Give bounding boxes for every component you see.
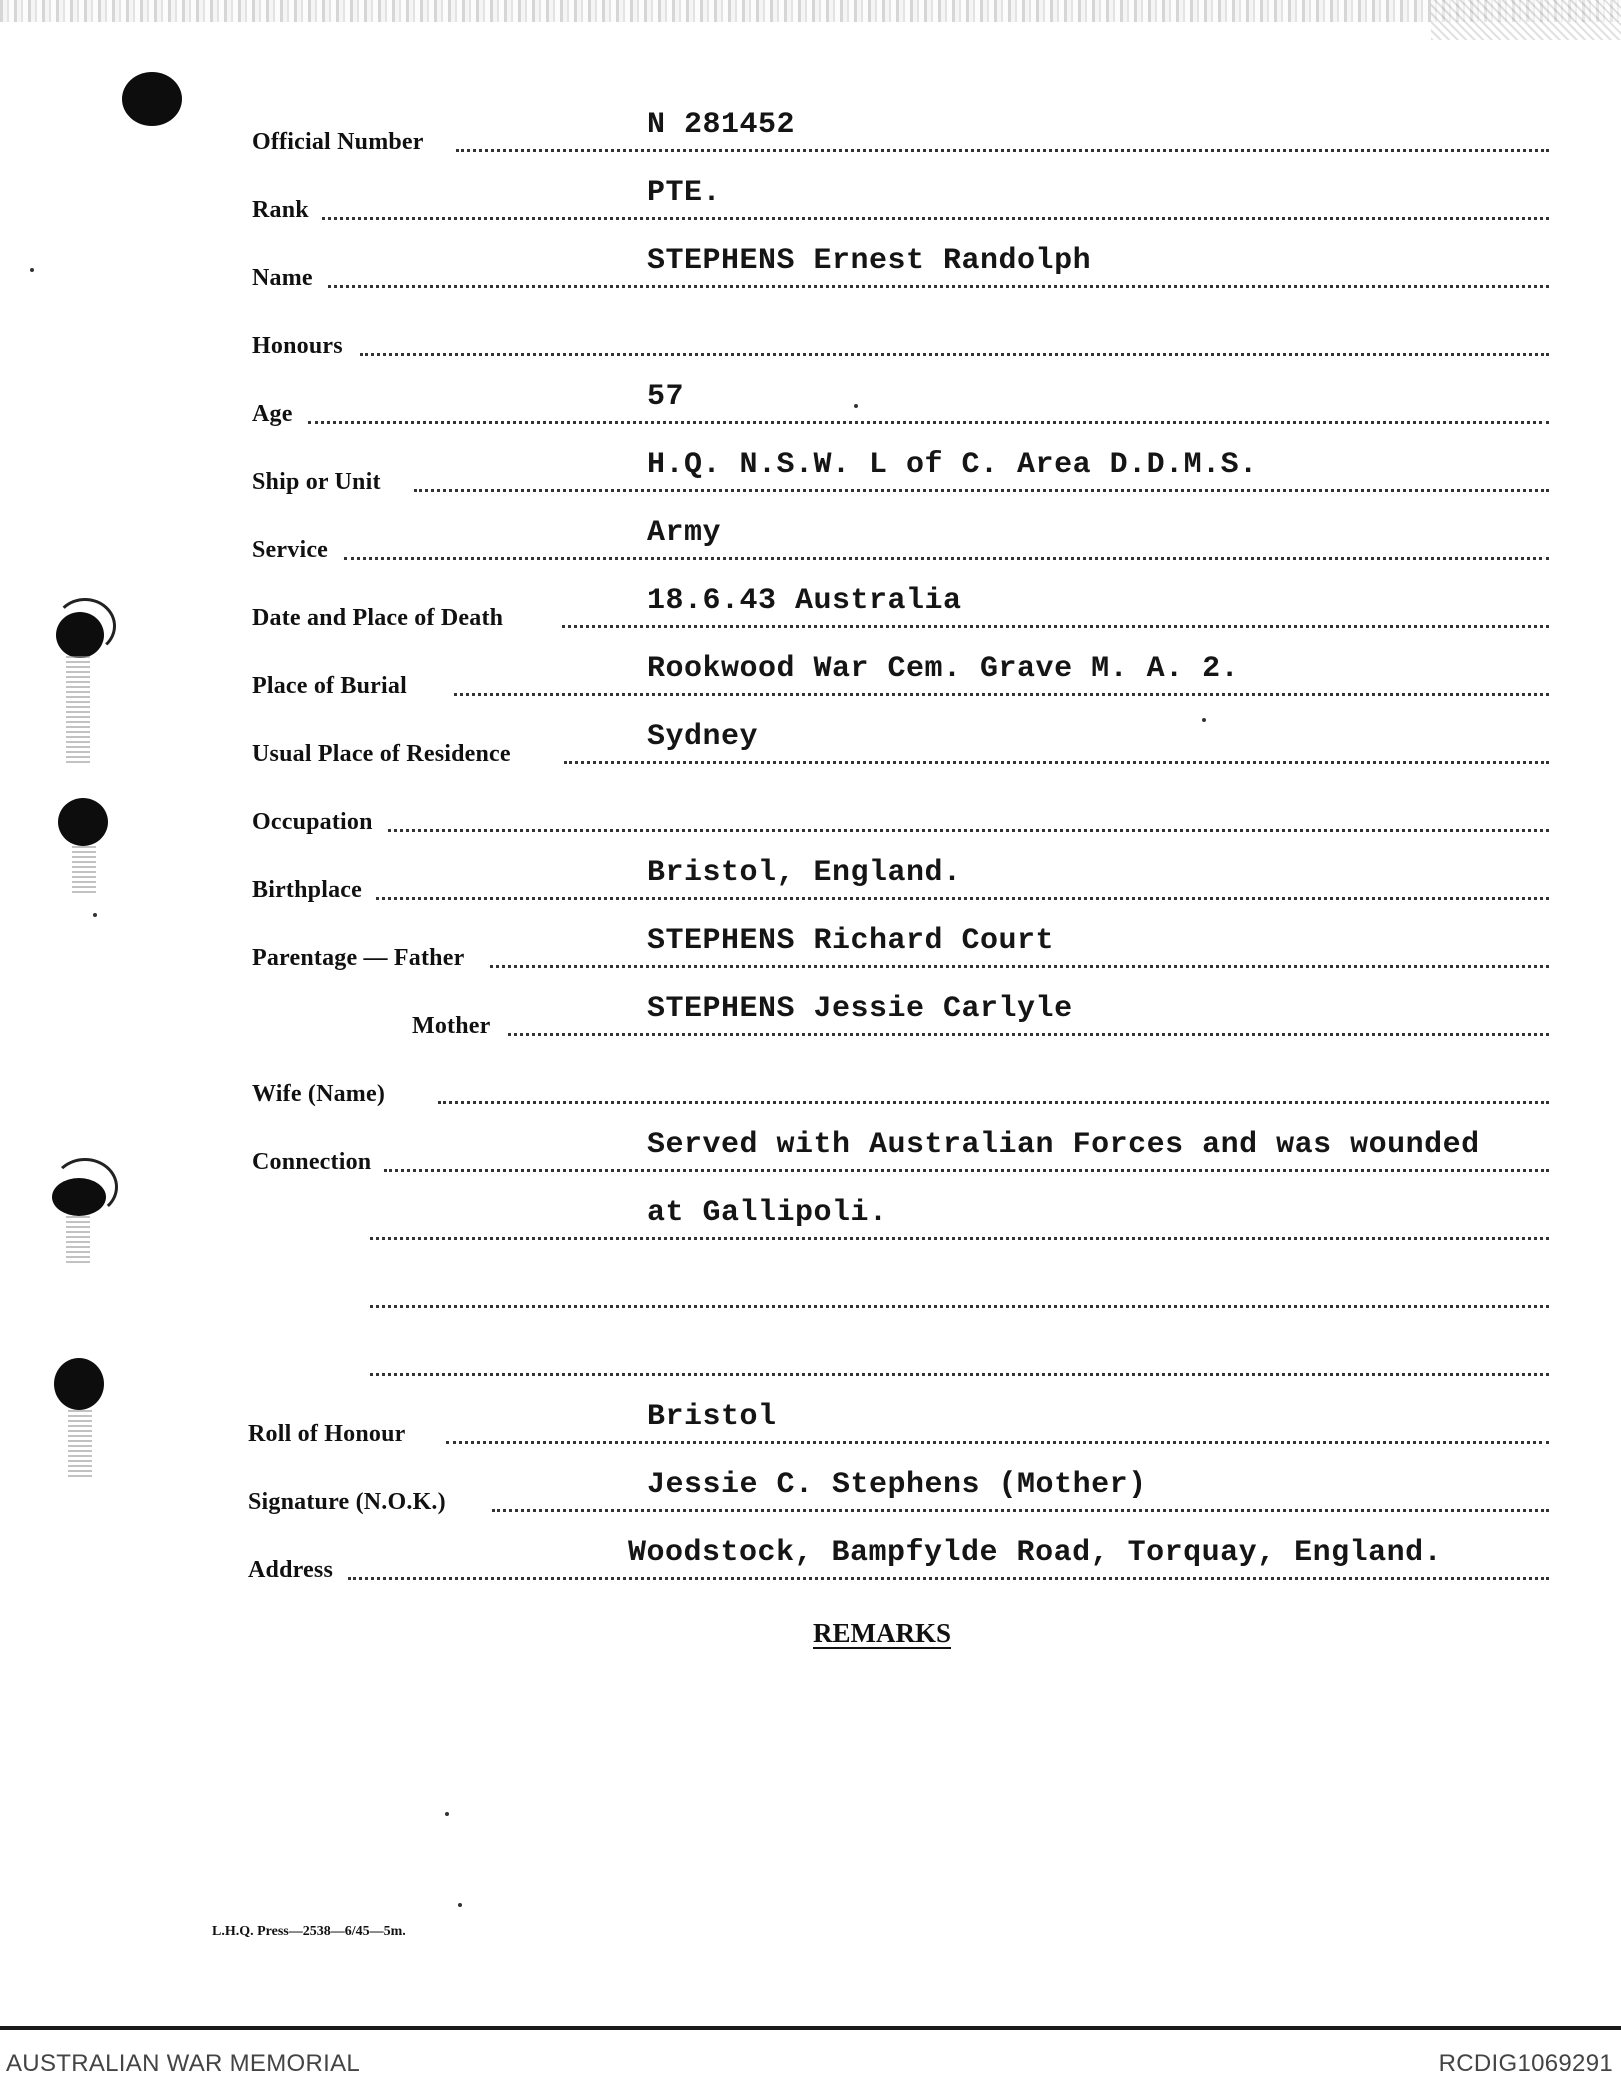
field-value: 57 [647, 380, 685, 414]
field-value: Bristol [647, 1400, 777, 1434]
dotted-leader [508, 1033, 1549, 1036]
field-label: Roll of Honour [248, 1421, 406, 1447]
dotted-leader [328, 285, 1549, 288]
field-connection-cont-3 [252, 1334, 1549, 1386]
field-label: Signature (N.O.K.) [248, 1489, 446, 1515]
field-ship-or-unit [252, 450, 1549, 502]
scan-shadow-3 [66, 1216, 90, 1266]
field-value: Sydney [647, 720, 759, 754]
field-label: Name [252, 265, 313, 291]
field-rank [252, 178, 1549, 230]
punch-hole-2 [58, 798, 108, 846]
dotted-leader [492, 1509, 1549, 1512]
field-wife [252, 1062, 1549, 1114]
dotted-leader [344, 557, 1549, 560]
field-connection [252, 1130, 1549, 1182]
footer-record-id: RCDIG1069291 [1438, 2050, 1613, 2077]
dotted-leader [370, 1373, 1549, 1376]
dotted-leader [414, 489, 1549, 492]
field-value: STEPHENS Richard Court [647, 924, 1055, 958]
field-value: at Gallipoli. [647, 1196, 888, 1230]
field-connection-cont-1 [252, 1198, 1549, 1250]
dotted-leader [456, 149, 1549, 152]
field-occupation [252, 790, 1549, 842]
speck [458, 1903, 462, 1907]
field-label: Age [252, 401, 293, 427]
dotted-leader [370, 1237, 1549, 1240]
field-value: Army [647, 516, 722, 550]
dotted-leader [360, 353, 1549, 356]
field-connection-cont-2 [252, 1266, 1549, 1318]
field-place-of-burial [252, 654, 1549, 706]
dotted-leader [348, 1577, 1549, 1580]
field-signature-nok [248, 1468, 1549, 1522]
field-label: Rank [252, 197, 309, 223]
dotted-leader [384, 1169, 1549, 1172]
field-date-place-death [252, 586, 1549, 638]
punch-hole-top [122, 72, 182, 126]
dotted-leader [446, 1441, 1549, 1444]
punch-hole-1 [56, 612, 104, 658]
field-birthplace [252, 858, 1549, 910]
field-label: Mother [412, 1013, 491, 1039]
field-label: Parentage — Father [252, 945, 465, 971]
field-value: H.Q. N.S.W. L of C. Area D.D.M.S. [647, 448, 1258, 482]
dotted-leader [490, 965, 1549, 968]
remarks-heading: REMARKS [813, 1618, 952, 1648]
scan-edge-top [0, 0, 1621, 22]
field-value: PTE. [647, 176, 722, 210]
field-label: Place of Burial [252, 673, 407, 699]
field-label: Connection [252, 1149, 372, 1175]
field-label: Address [248, 1557, 333, 1583]
field-roll-of-honour [248, 1400, 1549, 1454]
field-label: Service [252, 537, 329, 563]
dotted-leader [454, 693, 1549, 696]
dotted-leader [370, 1305, 1549, 1308]
dotted-leader [562, 625, 1549, 628]
field-usual-residence [252, 722, 1549, 774]
scan-corner-noise [1431, 0, 1621, 40]
field-label: Date and Place of Death [252, 605, 504, 631]
field-value: Woodstock, Bampfylde Road, Torquay, England. [628, 1536, 1443, 1570]
dotted-leader [438, 1101, 1549, 1104]
field-label: Ship or Unit [252, 469, 381, 495]
press-note: L.H.Q. Press—2538—6/45—5m. [212, 1924, 406, 1939]
dotted-leader [308, 421, 1549, 424]
dotted-leader [376, 897, 1549, 900]
field-value: STEPHENS Jessie Carlyle [647, 992, 1073, 1026]
speck [445, 1812, 449, 1816]
field-label: Wife (Name) [252, 1081, 386, 1107]
field-label: Usual Place of Residence [252, 741, 511, 767]
dotted-leader [564, 761, 1549, 764]
scan-shadow-2 [72, 846, 96, 896]
field-label: Birthplace [252, 877, 362, 903]
field-value: Jessie C. Stephens (Mother) [647, 1468, 1147, 1502]
punch-hole-3 [52, 1178, 106, 1216]
field-name [252, 246, 1549, 298]
field-mother [252, 994, 1549, 1046]
dotted-leader [388, 829, 1549, 832]
field-service [252, 518, 1549, 570]
field-father [252, 926, 1549, 978]
field-value: Served with Australian Forces and was wounded [647, 1128, 1480, 1162]
scan-shadow-4 [68, 1410, 92, 1478]
speck [30, 268, 34, 272]
punch-hole-4 [54, 1358, 104, 1410]
field-honours [252, 314, 1549, 366]
field-value: 18.6.43 Australia [647, 584, 962, 618]
field-value: STEPHENS Ernest Randolph [647, 244, 1092, 278]
field-label: Official Number [252, 129, 424, 155]
dotted-leader [322, 217, 1549, 220]
scan-bottom-edge [0, 2026, 1621, 2030]
footer-archive-name: AUSTRALIAN WAR MEMORIAL [6, 2050, 361, 2077]
field-value: Bristol, England. [647, 856, 962, 890]
field-label: Occupation [252, 809, 373, 835]
field-value: Rookwood War Cem. Grave M. A. 2. [647, 652, 1240, 686]
field-label: Honours [252, 333, 343, 359]
speck [93, 913, 97, 917]
scan-shadow-1 [66, 656, 90, 766]
field-official-number [252, 110, 1549, 162]
field-age [252, 382, 1549, 434]
field-address [248, 1536, 1549, 1590]
field-value: N 281452 [647, 108, 796, 142]
